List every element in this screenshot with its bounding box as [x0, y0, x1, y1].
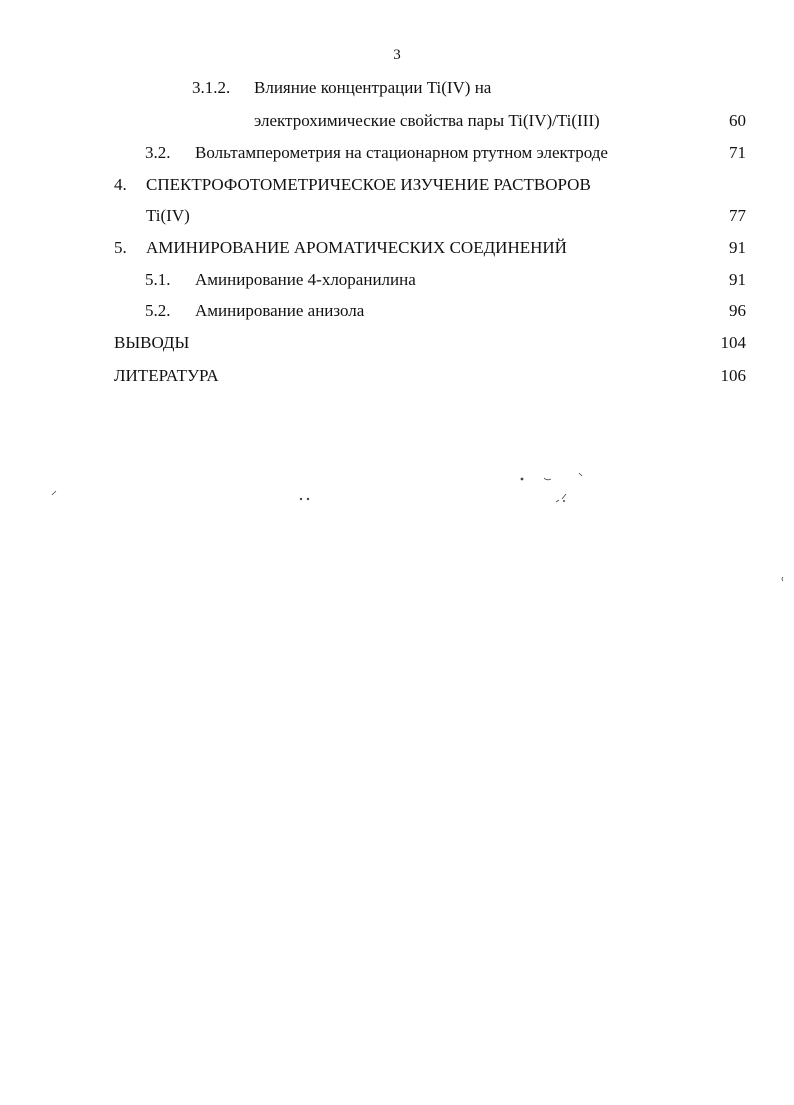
toc-entry-number: 3.1.2. — [192, 78, 231, 97]
toc-entry-title: электрохимические свойства пары Ti(IV)/Ti(III) — [254, 111, 600, 130]
toc-entry-page: 91 — [729, 238, 746, 257]
toc-entry-page: 71 — [729, 143, 746, 162]
toc-entry-page: 96 — [729, 301, 746, 320]
toc-entry-number: 5. — [114, 238, 127, 257]
toc-entry-page: 77 — [729, 206, 746, 225]
toc-entry-number: 5.1. — [145, 270, 171, 289]
toc-entry-title: Аминирование анизола — [195, 301, 365, 320]
toc-entry-title: Вольтамперометрия на стационарном ртутном электроде — [195, 143, 608, 162]
toc-entry-page: 60 — [729, 111, 746, 130]
page-number: 3 — [393, 47, 401, 63]
toc-entry-title: ВЫВОДЫ — [114, 333, 190, 352]
toc-entry-page: 106 — [720, 366, 746, 385]
toc-entry-title: Ti(IV) — [146, 206, 190, 225]
toc-entry-title: Аминирование 4-хлоранилина — [195, 270, 416, 289]
toc-entry-title: СПЕКТРОФОТОМЕТРИЧЕСКОЕ ИЗУЧЕНИЕ РАСТВОРОВ — [146, 175, 591, 194]
toc-entry-page: 91 — [729, 270, 746, 289]
toc-entry-title: АМИНИРОВАНИЕ АРОМАТИЧЕСКИХ СОЕДИНЕНИЙ — [146, 238, 567, 257]
toc-entry-number: 4. — [114, 175, 127, 194]
toc-entry-title: ЛИТЕРАТУРА — [114, 366, 219, 385]
toc-entry-number: 5.2. — [145, 301, 171, 320]
toc-entry-number: 3.2. — [145, 143, 171, 162]
toc-entry-title: Влияние концентрации Ti(IV) на — [254, 78, 492, 97]
toc-entry-page: 104 — [720, 333, 746, 352]
